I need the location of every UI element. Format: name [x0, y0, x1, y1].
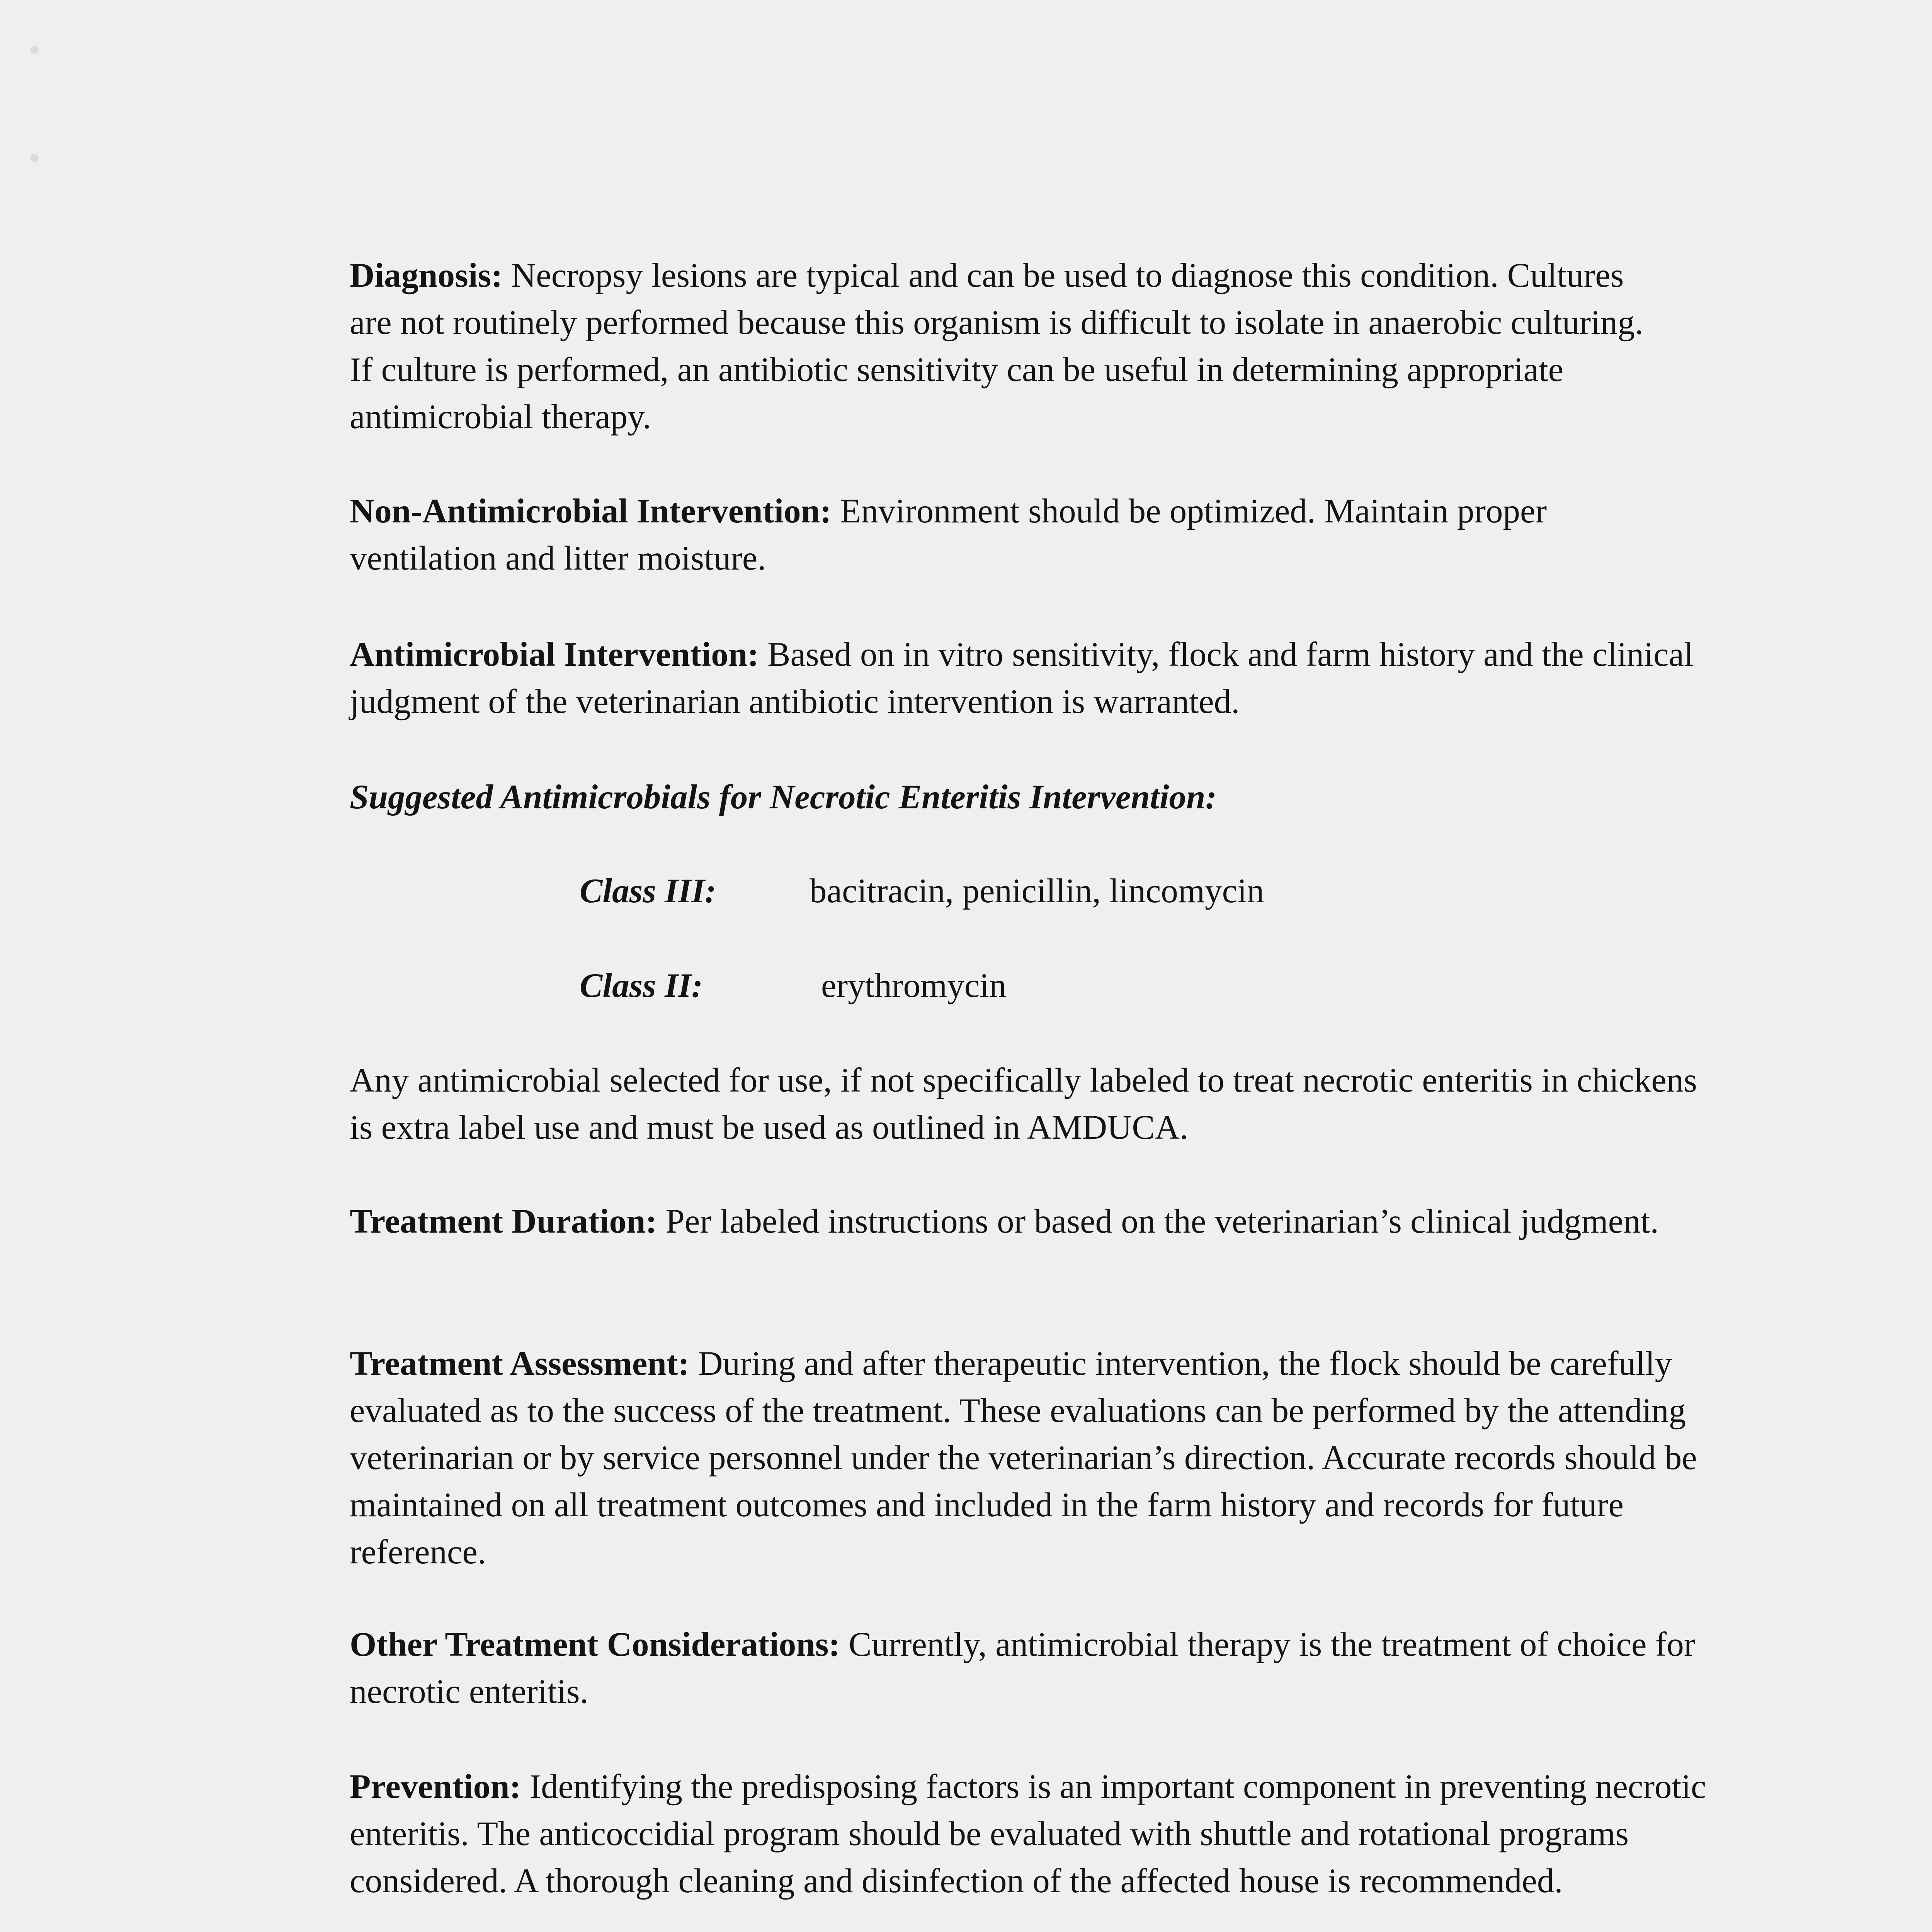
treatment-assessment-paragraph: [350, 1340, 1725, 1576]
treatment-duration-label: Treatment Duration:: [350, 1202, 657, 1240]
antimicrobial-paragraph: [350, 631, 1748, 725]
diagnosis-paragraph: [350, 252, 1663, 440]
scan-speck: [30, 154, 39, 162]
treatment-assessment-text: During and after therapeutic intervention, the flock should be carefully evaluated as to the success of the treatment. These evaluations can be performed by the attending veterinarian or by service personnel under the veterinarian’s direction. Accurate records should be maintained on all treatment outcomes and included in the farm history and records for future reference.: [350, 1345, 1697, 1571]
treatment-duration-paragraph: [350, 1198, 1687, 1245]
extra-label-note: Any antimicrobial selected for use, if not specifically labeled to treat necrotic enteritis in chickens is extra label use and must be used as outlined in AMDUCA.: [350, 1061, 1697, 1146]
diagnosis-text: Necropsy lesions are typical and can be used to diagnose this condition. Cultures are not routinely performed because this organism is difficult to isolate in anaerobic culturing. If culture is performed, an antibiotic sensitivity can be useful in determining appropriate antimicrobial therapy.: [350, 257, 1644, 436]
treatment-duration-text: Per labeled instructions or based on the veterinarian’s clinical judgment.: [657, 1202, 1659, 1240]
class-ii-drugs: erythromycin: [821, 967, 1007, 1005]
antimicrobial-text: Based on in vitro sensitivity, flock and farm history and the clinical judgment of the veterinarian antibiotic intervention is warranted.: [350, 636, 1694, 721]
antimicrobial-label: Antimicrobial Intervention:: [350, 636, 759, 673]
other-considerations-label: Other Treatment Considerations:: [350, 1626, 840, 1663]
other-considerations-paragraph: [350, 1621, 1718, 1715]
non-antimicrobial-text: Environment should be optimized. Maintain proper ventilation and litter moisture.: [350, 492, 1547, 577]
non-antimicrobial-label: Non-Antimicrobial Intervention:: [350, 492, 832, 530]
suggested-antimicrobials-heading: Suggested Antimicrobials for Necrotic Enteritis Intervention:: [350, 778, 1217, 816]
prevention-paragraph: [350, 1763, 1756, 1905]
prevention-text: Identifying the predisposing factors is an important component in preventing necrotic enteritis. The anticoccidial program should be evaluated with shuttle and rotational programs considered. A thorough cleaning and disinfection of the affected house is recommended.: [350, 1768, 1706, 1900]
diagnosis-label: Diagnosis:: [350, 257, 503, 294]
other-considerations-text: Currently, antimicrobial therapy is the treatment of choice for necrotic enteritis.: [350, 1626, 1696, 1711]
class-iii-label: Class III:: [580, 872, 716, 910]
class-iii-drugs: bacitracin, penicillin, lincomycin: [810, 872, 1264, 910]
non-antimicrobial-paragraph: [350, 488, 1687, 582]
scan-speck: [30, 46, 39, 54]
prevention-label: Prevention:: [350, 1768, 521, 1806]
treatment-assessment-label: Treatment Assessment:: [350, 1345, 690, 1383]
class-ii-label: Class II:: [580, 967, 703, 1005]
